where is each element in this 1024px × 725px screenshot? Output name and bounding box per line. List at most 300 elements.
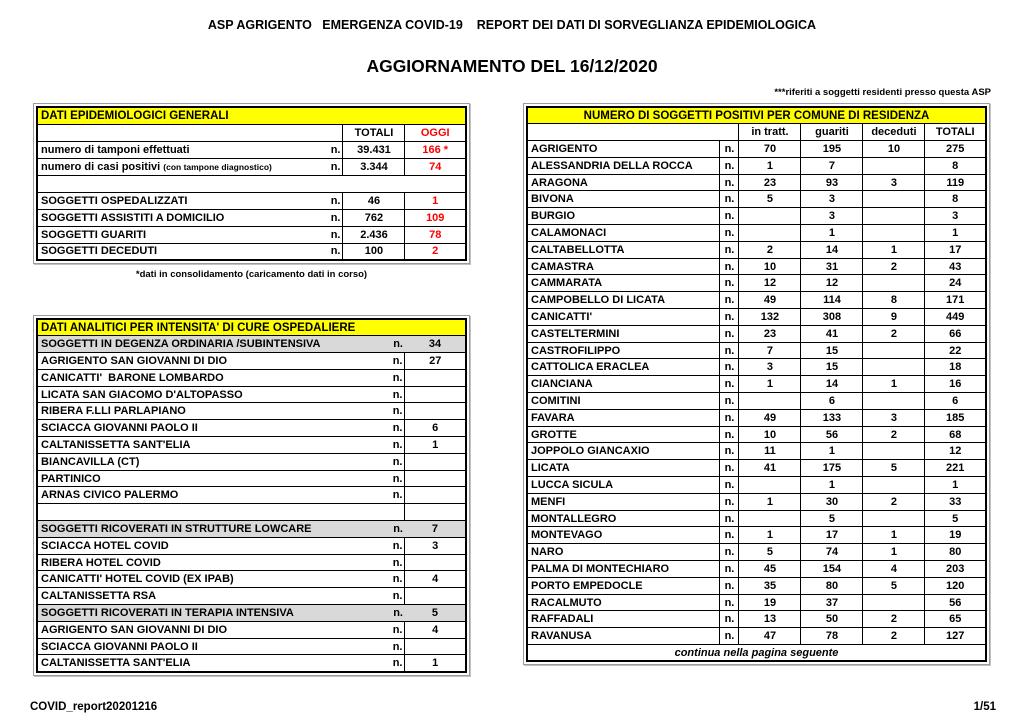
row-value-in-tratt: 10	[739, 426, 801, 443]
row-value-deceduti	[863, 443, 925, 460]
row-label	[37, 192, 325, 209]
row-value-deceduti: 3	[863, 174, 925, 191]
report-filename: COVID_report20201216	[30, 701, 158, 713]
column-header-row	[527, 124, 986, 141]
row-label-text: SCIACCA GIOVANNI PAOLO II	[41, 422, 198, 435]
row-n-label: n.	[720, 493, 739, 510]
row-value-deceduti: 10	[863, 141, 925, 158]
table-row	[37, 605, 466, 622]
row-label-text: numero di tamponi effettuati	[41, 143, 190, 156]
table-row	[527, 359, 986, 376]
row-municipality: JOPPOLO GIANCAXIO	[527, 443, 720, 460]
table-title-row	[527, 107, 986, 124]
row-n-label: n.	[385, 420, 405, 437]
table-row	[37, 403, 466, 420]
table-row	[527, 544, 986, 561]
row-label-text: AGRIGENTO SAN GIOVANNI DI DIO	[41, 623, 227, 636]
row-label	[37, 243, 325, 260]
row-municipality: BIVONA	[527, 191, 720, 208]
row-value-deceduti: 2	[863, 258, 925, 275]
row-value-guariti: 14	[801, 376, 863, 393]
row-n-label: n.	[720, 157, 739, 174]
row-n-label: n.	[385, 521, 405, 538]
row-value: 4	[405, 621, 466, 638]
row-value: 7	[405, 521, 466, 538]
row-n-label: n.	[720, 275, 739, 292]
row-value-totali: 275	[925, 141, 986, 158]
table-row	[527, 611, 986, 628]
row-value-deceduti: 2	[863, 611, 925, 628]
row-value-totali: 120	[925, 577, 986, 594]
row-n-label: n.	[385, 655, 405, 672]
row-value-totali: 16	[925, 376, 986, 393]
row-label	[37, 504, 385, 521]
row-label	[37, 353, 385, 370]
row-value	[405, 470, 466, 487]
row-value-deceduti: 5	[863, 577, 925, 594]
row-value-guariti: 1	[801, 477, 863, 494]
general-epidemiology-table	[33, 103, 470, 264]
table-row	[527, 157, 986, 174]
row-label	[37, 521, 385, 538]
row-n-label: n.	[385, 638, 405, 655]
general-epidemiology-table-grid	[36, 106, 467, 261]
row-value-deceduti	[863, 157, 925, 174]
row-n-label: n.	[325, 226, 343, 243]
row-value-deceduti: 2	[863, 426, 925, 443]
row-value-deceduti	[863, 594, 925, 611]
row-value-totali: 19	[925, 527, 986, 544]
row-n-label	[325, 175, 343, 192]
row-label	[37, 175, 325, 192]
row-value-totali: 39.431	[343, 141, 405, 158]
row-label	[37, 621, 385, 638]
row-value-totali: 2.436	[343, 226, 405, 243]
row-n-label: n.	[385, 453, 405, 470]
table-row	[37, 504, 466, 521]
row-value-deceduti	[863, 208, 925, 225]
table-title: DATI EPIDEMIOLOGICI GENERALI	[37, 107, 466, 124]
row-municipality: BURGIO	[527, 208, 720, 225]
row-value-deceduti: 3	[863, 409, 925, 426]
row-value-deceduti: 2	[863, 493, 925, 510]
row-label-text: LICATA SAN GIACOMO D'ALTOPASSO	[41, 388, 243, 401]
row-n-label: n.	[385, 487, 405, 504]
row-value-in-tratt: 41	[739, 460, 801, 477]
table-row	[527, 208, 986, 225]
row-municipality: CAMMARATA	[527, 275, 720, 292]
row-value-deceduti: 2	[863, 628, 925, 645]
row-value-guariti: 5	[801, 510, 863, 527]
row-value-totali: 100	[343, 243, 405, 260]
row-value-guariti: 6	[801, 393, 863, 410]
row-n-label: n.	[720, 577, 739, 594]
row-municipality: RACALMUTO	[527, 594, 720, 611]
page-title: ASP AGRIGENTO EMERGENZA COVID-19 REPORT DEI DATI DI SORVEGLIANZA EPIDEMIOLOGICA	[207, 18, 817, 32]
row-n-label: n.	[385, 470, 405, 487]
row-n-label: n.	[385, 386, 405, 403]
row-value	[405, 369, 466, 386]
row-label	[37, 141, 325, 158]
row-value-guariti: 3	[801, 191, 863, 208]
row-label	[37, 158, 325, 175]
row-value-in-tratt: 35	[739, 577, 801, 594]
row-value-totali: 66	[925, 325, 986, 342]
row-n-label: n.	[325, 141, 343, 158]
table-row	[37, 175, 466, 192]
row-label-text: CALTANISSETTA SANT'ELIA	[41, 438, 191, 451]
row-value-totali: 8	[925, 191, 986, 208]
row-n-label: n.	[325, 243, 343, 260]
row-value-deceduti	[863, 477, 925, 494]
row-label-text: CANICATTI' HOTEL COVID (EX IPAB)	[41, 573, 234, 586]
row-n-label: n.	[385, 403, 405, 420]
row-value-deceduti	[863, 225, 925, 242]
table-row	[527, 393, 986, 410]
row-municipality: CATTOLICA ERACLEA	[527, 359, 720, 376]
row-value-guariti: 37	[801, 594, 863, 611]
row-value-guariti: 195	[801, 141, 863, 158]
row-label-text: CALTANISSETTA SANT'ELIA	[41, 657, 191, 670]
row-municipality: MONTALLEGRO	[527, 510, 720, 527]
row-n-label: n.	[385, 621, 405, 638]
column-header-oggi: OGGI	[405, 124, 466, 141]
table-row	[37, 209, 466, 226]
row-value-totali: 43	[925, 258, 986, 275]
row-value-totali: 5	[925, 510, 986, 527]
row-value-in-tratt: 1	[739, 157, 801, 174]
row-label-text: CALTANISSETTA RSA	[41, 590, 157, 603]
column-header-totali: TOTALI	[925, 124, 986, 141]
table-row	[527, 258, 986, 275]
table-row	[527, 477, 986, 494]
table-row	[527, 292, 986, 309]
row-label	[37, 403, 385, 420]
row-n-label: n.	[385, 571, 405, 588]
row-n-label: n.	[385, 369, 405, 386]
table-row	[37, 487, 466, 504]
table-title-row	[37, 319, 466, 336]
row-value: 5	[405, 605, 466, 622]
row-value-guariti: 154	[801, 561, 863, 578]
row-value-in-tratt: 19	[739, 594, 801, 611]
row-label	[37, 369, 385, 386]
row-value: 4	[405, 571, 466, 588]
row-value-totali: 3	[925, 208, 986, 225]
row-value-oggi: 1	[405, 192, 466, 209]
row-municipality: NARO	[527, 544, 720, 561]
row-municipality: ALESSANDRIA DELLA ROCCA	[527, 157, 720, 174]
row-value-in-tratt: 11	[739, 443, 801, 460]
row-value: 3	[405, 537, 466, 554]
row-value-in-tratt: 23	[739, 325, 801, 342]
table-row	[37, 571, 466, 588]
row-municipality: LUCCA SICULA	[527, 477, 720, 494]
table-row	[527, 594, 986, 611]
row-value-in-tratt: 45	[739, 561, 801, 578]
row-value-totali: 80	[925, 544, 986, 561]
row-value-in-tratt: 1	[739, 493, 801, 510]
row-n-label: n.	[720, 342, 739, 359]
row-value-deceduti	[863, 191, 925, 208]
row-value	[405, 487, 466, 504]
row-n-label: n.	[720, 561, 739, 578]
row-municipality: CAMPOBELLO DI LICATA	[527, 292, 720, 309]
row-value-guariti: 50	[801, 611, 863, 628]
row-value-deceduti: 5	[863, 460, 925, 477]
row-value-in-tratt: 70	[739, 141, 801, 158]
table-row	[527, 577, 986, 594]
row-n-label: n.	[720, 208, 739, 225]
row-municipality: CANICATTI'	[527, 309, 720, 326]
row-value-guariti: 74	[801, 544, 863, 561]
hospital-care-table-grid	[36, 318, 467, 673]
row-n-label: n.	[385, 605, 405, 622]
row-value-deceduti: 9	[863, 309, 925, 326]
table-row	[527, 241, 986, 258]
row-n-label: n.	[720, 325, 739, 342]
row-value-oggi: 109	[405, 209, 466, 226]
row-value-totali: 65	[925, 611, 986, 628]
table-row	[527, 275, 986, 292]
row-value-oggi: 2	[405, 243, 466, 260]
table-row	[37, 521, 466, 538]
table-row	[527, 561, 986, 578]
row-municipality: RAVANUSA	[527, 628, 720, 645]
row-value-guariti: 30	[801, 493, 863, 510]
hospital-table-body	[37, 336, 466, 672]
table-row	[37, 353, 466, 370]
table-row	[527, 325, 986, 342]
row-value-in-tratt	[739, 393, 801, 410]
row-value	[405, 386, 466, 403]
row-value-guariti: 7	[801, 157, 863, 174]
row-value	[405, 504, 466, 521]
row-value-deceduti	[863, 342, 925, 359]
row-municipality: RAFFADALI	[527, 611, 720, 628]
row-label	[37, 487, 385, 504]
row-value-in-tratt: 49	[739, 409, 801, 426]
table-row	[37, 386, 466, 403]
table-row	[527, 628, 986, 645]
table-row	[37, 588, 466, 605]
row-value-totali: 127	[925, 628, 986, 645]
row-label-text: ARNAS CIVICO PALERMO	[41, 489, 179, 502]
row-n-label: n.	[720, 359, 739, 376]
row-value-in-tratt: 47	[739, 628, 801, 645]
row-value-totali: 56	[925, 594, 986, 611]
row-value-guariti: 31	[801, 258, 863, 275]
row-municipality: AGRIGENTO	[527, 141, 720, 158]
row-label	[37, 638, 385, 655]
row-value-in-tratt: 23	[739, 174, 801, 191]
row-n-label: n.	[720, 426, 739, 443]
row-value-in-tratt: 7	[739, 342, 801, 359]
row-label	[37, 437, 385, 454]
column-header-blank	[720, 124, 739, 141]
row-label-text: SOGGETTI DECEDUTI	[41, 245, 158, 258]
row-label-text: RIBERA F.LLI PARLAPIANO	[41, 405, 186, 418]
row-n-label: n.	[385, 353, 405, 370]
row-value-deceduti	[863, 359, 925, 376]
row-value-totali: 3.344	[343, 158, 405, 175]
row-label	[37, 336, 385, 353]
row-label	[37, 453, 385, 470]
row-value-in-tratt: 3	[739, 359, 801, 376]
row-n-label: n.	[720, 376, 739, 393]
table-row	[527, 342, 986, 359]
row-label-text: PARTINICO	[41, 472, 101, 485]
row-value-in-tratt	[739, 225, 801, 242]
row-n-label: n.	[385, 336, 405, 353]
table-title-row	[37, 107, 466, 124]
row-municipality: FAVARA	[527, 409, 720, 426]
row-n-label: n.	[385, 437, 405, 454]
row-label-text: SCIACCA GIOVANNI PAOLO II	[41, 640, 198, 653]
table-row	[37, 621, 466, 638]
row-value: 1	[405, 655, 466, 672]
row-value-guariti: 17	[801, 527, 863, 544]
row-label-text: BIANCAVILLA (CT)	[41, 455, 140, 468]
table-row	[527, 460, 986, 477]
row-value-totali: 68	[925, 426, 986, 443]
row-label	[37, 571, 385, 588]
row-value-in-tratt: 2	[739, 241, 801, 258]
row-n-label: n.	[720, 544, 739, 561]
row-value-in-tratt: 10	[739, 258, 801, 275]
row-value-in-tratt: 49	[739, 292, 801, 309]
row-value-guariti: 3	[801, 208, 863, 225]
row-label-text: SOGGETTI GUARITI	[41, 228, 147, 241]
table-continuation-row	[527, 645, 986, 662]
row-n-label: n.	[720, 443, 739, 460]
row-municipality: MENFI	[527, 493, 720, 510]
table-row	[37, 192, 466, 209]
row-label	[37, 226, 325, 243]
table-row	[37, 420, 466, 437]
row-value-in-tratt: 5	[739, 544, 801, 561]
row-label-text: CANICATTI' BARONE LOMBARDO	[41, 371, 224, 384]
row-value-oggi: 74	[405, 158, 466, 175]
table-row	[527, 376, 986, 393]
row-value-deceduti	[863, 510, 925, 527]
row-n-label: n.	[720, 594, 739, 611]
row-municipality: GROTTE	[527, 426, 720, 443]
row-value-oggi	[405, 175, 466, 192]
row-value-deceduti	[863, 275, 925, 292]
row-value	[405, 588, 466, 605]
row-label	[37, 588, 385, 605]
row-n-label	[385, 504, 405, 521]
column-header-in-tratt: in tratt.	[739, 124, 801, 141]
row-value-totali: 171	[925, 292, 986, 309]
row-label	[37, 655, 385, 672]
table-row	[527, 443, 986, 460]
row-value-totali: 8	[925, 157, 986, 174]
row-value-in-tratt	[739, 510, 801, 527]
row-label-text: numero di casi positivi	[41, 160, 161, 173]
data-consolidation-footnote: *dati in consolidamento (caricamento dati in corso)	[135, 269, 368, 280]
row-value-totali: 6	[925, 393, 986, 410]
comuni-table-body	[527, 141, 986, 645]
row-value-guariti: 41	[801, 325, 863, 342]
row-label-text: RIBERA HOTEL COVID	[41, 556, 161, 569]
row-municipality: CALTABELLOTTA	[527, 241, 720, 258]
row-municipality: CALAMONACI	[527, 225, 720, 242]
row-n-label: n.	[720, 241, 739, 258]
row-municipality: LICATA	[527, 460, 720, 477]
table-row	[37, 336, 466, 353]
column-header-guariti: guariti	[801, 124, 863, 141]
column-header-blank	[527, 124, 720, 141]
table-row	[527, 309, 986, 326]
row-value-totali: 449	[925, 309, 986, 326]
row-value: 6	[405, 420, 466, 437]
row-value-guariti: 14	[801, 241, 863, 258]
row-value: 1	[405, 437, 466, 454]
row-label-note: (con tampone diagnostico)	[163, 161, 272, 172]
row-label	[37, 420, 385, 437]
row-label	[37, 537, 385, 554]
row-value-totali	[343, 175, 405, 192]
row-n-label: n.	[720, 141, 739, 158]
table-row	[37, 638, 466, 655]
column-header-row	[37, 124, 466, 141]
table-row	[527, 191, 986, 208]
row-value-totali: 46	[343, 192, 405, 209]
table-row	[527, 225, 986, 242]
row-value-totali: 22	[925, 342, 986, 359]
row-label-text: SOGGETTI RICOVERATI IN TERAPIA INTENSIVA	[41, 606, 294, 619]
general-table-body	[37, 141, 466, 260]
row-value: 34	[405, 336, 466, 353]
row-n-label: n.	[720, 611, 739, 628]
row-label-text: AGRIGENTO SAN GIOVANNI DI DIO	[41, 354, 227, 367]
positives-by-municipality-table	[523, 103, 990, 665]
row-label-text: SOGGETTI IN DEGENZA ORDINARIA /SUBINTENSIVA	[41, 338, 321, 351]
row-value-oggi: 78	[405, 226, 466, 243]
table-row	[37, 243, 466, 260]
table-title: DATI ANALITICI PER INTENSITA' DI CURE OSPEDALIERE	[37, 319, 466, 336]
row-value-guariti: 15	[801, 359, 863, 376]
table-row	[37, 470, 466, 487]
row-label	[37, 470, 385, 487]
row-value-totali: 185	[925, 409, 986, 426]
row-n-label: n.	[325, 192, 343, 209]
column-header-blank	[325, 124, 343, 141]
row-value	[405, 453, 466, 470]
row-municipality: PORTO EMPEDOCLE	[527, 577, 720, 594]
positives-by-municipality-table-grid	[526, 106, 987, 662]
row-value-deceduti: 1	[863, 544, 925, 561]
row-n-label: n.	[325, 209, 343, 226]
row-value-deceduti: 1	[863, 376, 925, 393]
row-label-text: SOGGETTI OSPEDALIZZATI	[41, 194, 188, 207]
row-value-in-tratt: 13	[739, 611, 801, 628]
row-value-deceduti: 1	[863, 241, 925, 258]
row-value-totali: 18	[925, 359, 986, 376]
page-subtitle: AGGIORNAMENTO DEL 16/12/2020	[366, 56, 658, 76]
row-municipality: COMITINI	[527, 393, 720, 410]
page-number: 1/51	[973, 701, 996, 713]
row-value-oggi: 166 *	[405, 141, 466, 158]
row-value-guariti: 15	[801, 342, 863, 359]
row-value-guariti: 175	[801, 460, 863, 477]
row-municipality: PALMA DI MONTECHIARO	[527, 561, 720, 578]
row-municipality: CAMASTRA	[527, 258, 720, 275]
row-label-text: SCIACCA HOTEL COVID	[41, 539, 169, 552]
column-header-deceduti: deceduti	[863, 124, 925, 141]
